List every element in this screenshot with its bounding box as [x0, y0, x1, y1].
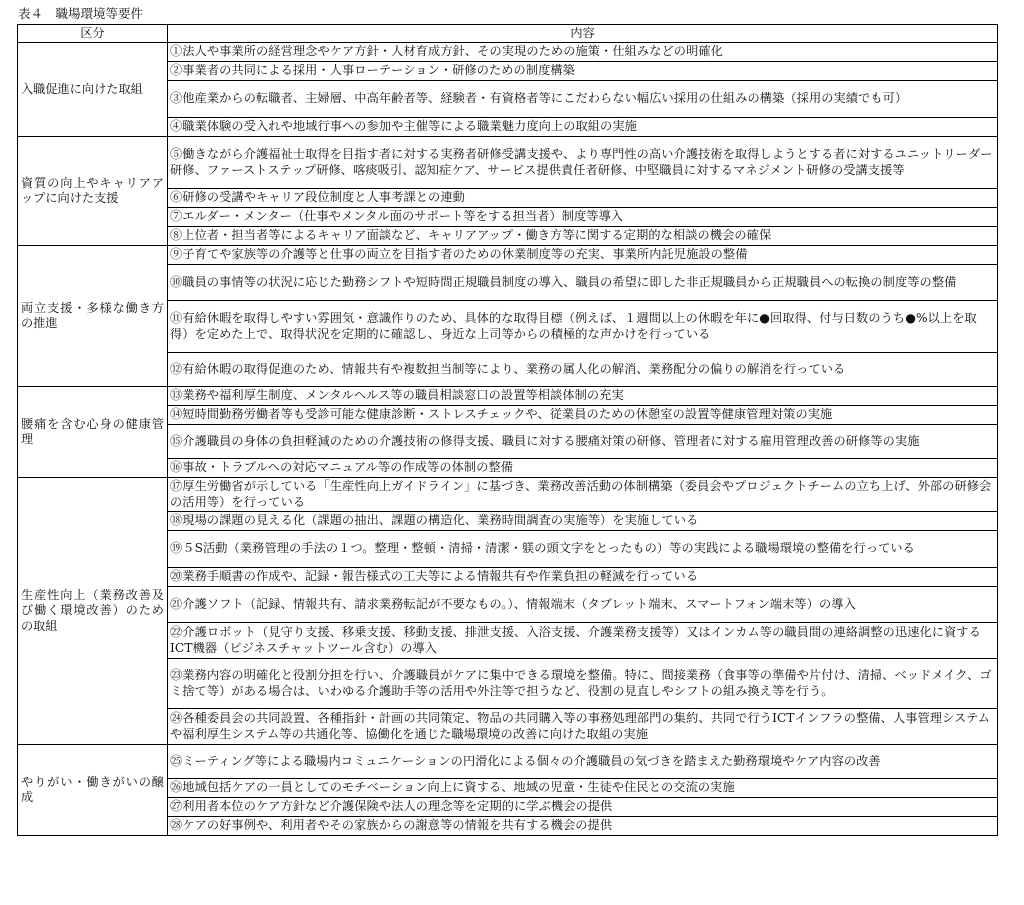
item-cell: ⑲５S活動（業務管理の手法の１つ。整理・整頓・清掃・清潔・躾の頭文字をとったもの）等の実践による職場環境の整備を行っている — [168, 531, 998, 568]
item-cell: ⑮介護職員の身体の負担軽減のための介護技術の修得支援、職員に対する腰痛対策の研修、管理者に対する雇用管理改善の研修等の実施 — [168, 425, 998, 459]
category-cell: 腰痛を含む心身の健康管理 — [18, 387, 168, 478]
header-content: 内容 — [168, 25, 998, 43]
item-cell: ㉑介護ソフト（記録、情報共有、請求業務転記が不要なもの。）、情報端末（タブレット端末、スマートフォン端末等）の導入 — [168, 587, 998, 623]
table-row — [18, 745, 998, 779]
item-cell: ⑦エルダー・メンター（仕事やメンタル面のサポート等をする担当者）制度等導入 — [168, 208, 998, 227]
table-caption: 表４ 職場環境等要件 — [18, 6, 144, 21]
category-cell: 資質の向上やキャリアアップに向けた支援 — [18, 137, 168, 246]
item-cell: ㉒介護ロボット（見守り支援、移乗支援、移動支援、排泄支援、入浴支援、介護業務支援等）又はインカム等の職員間の連絡調整の迅速化に資するICT機器（ビジネスチャットツール含む）の導入 — [168, 623, 998, 659]
table-row — [18, 387, 998, 406]
item-cell: ㉓業務内容の明確化と役割分担を行い、介護職員がケアに集中できる環境を整備。特に、間接業務（食事等の準備や片付け、清掃、ベッドメイク、ゴミ捨て等）がある場合は、いわゆる介護助手等の活用や外注等で担うなど、役割の見直しやシフトの組み換え等を行う。 — [168, 659, 998, 709]
item-cell: ㉘ケアの好事例や、利用者やその家族からの謝意等の情報を共有する機会の提供 — [168, 817, 998, 836]
item-cell: ⑥研修の受講やキャリア段位制度と人事考課との連動 — [168, 189, 998, 208]
table-row — [18, 246, 998, 265]
item-cell: ⑭短時間勤務労働者等も受診可能な健康診断・ストレスチェックや、従業員のための休憩室の設置等健康管理対策の実施 — [168, 406, 998, 425]
item-cell: ⑫有給休暇の取得促進のため、情報共有や複数担当制等により、業務の属人化の解消、業務配分の偏りの解消を行っている — [168, 353, 998, 387]
table-row — [18, 43, 998, 62]
category-cell: やりがい・働きがいの醸成 — [18, 745, 168, 836]
item-cell: ㉕ミーティング等による職場内コミュニケーションの円滑化による個々の介護職員の気づきを踏まえた勤務環境やケア内容の改善 — [168, 745, 998, 779]
item-cell: ㉗利用者本位のケア方針など介護保険や法人の理念等を定期的に学ぶ機会の提供 — [168, 798, 998, 817]
requirements-table — [17, 24, 998, 836]
item-cell: ⑳業務手順書の作成や、記録・報告様式の工夫等による情報共有や作業負担の軽減を行っている — [168, 568, 998, 587]
header-category: 区分 — [18, 25, 168, 43]
item-cell: ㉔各種委員会の共同設置、各種指針・計画の共同策定、物品の共同購入等の事務処理部門の集約、共同で行うICTインフラの整備、人事管理システムや福利厚生システム等の共通化等、協働化を通じた職場環境の改善に向けた取組の実施 — [168, 709, 998, 745]
category-cell: 入職促進に向けた取組 — [18, 43, 168, 137]
item-cell: ⑯事故・トラブルへの対応マニュアル等の作成等の体制の整備 — [168, 459, 998, 478]
item-cell: ⑤働きながら介護福祉士取得を目指す者に対する実務者研修受講支援や、より専門性の高い介護技術を取得しようとする者に対するユニットリーダー研修、ファーストステップ研修、喀痰吸引、認知症ケア、サービス提供責任者研修、中堅職員に対するマネジメント研修の受講支援等 — [168, 137, 998, 189]
item-cell: ⑩職員の事情等の状況に応じた勤務シフトや短時間正規職員制度の導入、職員の希望に即した非正規職員から正規職員への転換の制度等の整備 — [168, 265, 998, 301]
item-cell: ②事業者の共同による採用・人事ローテーション・研修のための制度構築 — [168, 62, 998, 81]
header-row — [18, 25, 998, 43]
table-row — [18, 137, 998, 189]
item-cell: ⑧上位者・担当者等によるキャリア面談など、キャリアアップ・働き方等に関する定期的な相談の機会の確保 — [168, 227, 998, 246]
item-cell: ㉖地域包括ケアの一員としてのモチベーション向上に資する、地域の児童・生徒や住民との交流の実施 — [168, 779, 998, 798]
item-cell: ⑱現場の課題の見える化（課題の抽出、課題の構造化、業務時間調査の実施等）を実施している — [168, 512, 998, 531]
item-cell: ①法人や事業所の経営理念やケア方針・人材育成方針、その実現のための施策・仕組みなどの明確化 — [168, 43, 998, 62]
category-cell: 両立支援・多様な働き方の推進 — [18, 246, 168, 387]
item-cell: ③他産業からの転職者、主婦層、中高年齢者等、経験者・有資格者等にこだわらない幅広い採用の仕組みの構築（採用の実績でも可） — [168, 81, 998, 118]
item-cell: ⑪有給休暇を取得しやすい雰囲気・意識作りのため、具体的な取得目標（例えば、１週間以上の休暇を年に●回取得、付与日数のうち●%以上を取得）を定めた上で、取得状況を定期的に確認し、身近な上司等からの積極的な声かけを行っている — [168, 301, 998, 353]
item-cell: ④職業体験の受入れや地域行事への参加や主催等による職業魅力度向上の取組の実施 — [168, 118, 998, 137]
table-row — [18, 478, 998, 512]
category-cell: 生産性向上（業務改善及び働く環境改善）のための取組 — [18, 478, 168, 745]
item-cell: ⑨子育てや家族等の介護等と仕事の両立を目指す者のための休業制度等の充実、事業所内託児施設の整備 — [168, 246, 998, 265]
item-cell: ⑰厚生労働省が示している「生産性向上ガイドライン」に基づき、業務改善活動の体制構築（委員会やプロジェクトチームの立ち上げ、外部の研修会の活用等）を行っている — [168, 478, 998, 512]
item-cell: ⑬業務や福利厚生制度、メンタルヘルス等の職員相談窓口の設置等相談体制の充実 — [168, 387, 998, 406]
